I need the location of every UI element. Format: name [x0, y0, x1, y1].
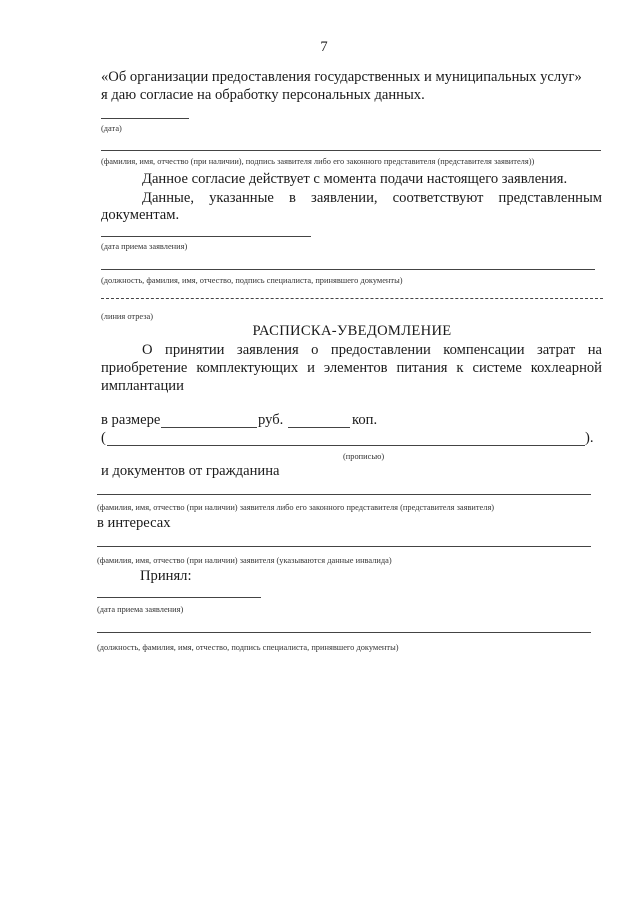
applicant-line[interactable]	[97, 494, 591, 495]
receipt-title: РАСПИСКА-УВЕДОМЛЕНИЕ	[252, 323, 452, 339]
kop-label: коп.	[352, 412, 378, 428]
specialist-line	[101, 269, 595, 270]
receipt-paragraph-line3: имплантации	[101, 378, 184, 394]
date-caption: (дата)	[101, 124, 122, 133]
consent-statement: я даю согласие на обработку персональных данных.	[101, 87, 425, 103]
rubles-field[interactable]	[161, 427, 257, 428]
applicant-caption: (фамилия, имя, отчество (при наличии) заявителя либо его законного представителя (представителя заявителя)	[97, 503, 495, 512]
in-interests-label: в интересах	[97, 515, 171, 531]
cut-line-caption: (линия отреза)	[101, 312, 154, 321]
validity-text: Данное согласие действует с момента подачи настоящего заявления.	[142, 171, 568, 187]
rub-label: руб.	[258, 412, 284, 428]
acceptance-date-caption: (дата приема заявления)	[97, 605, 184, 614]
specialist-caption: (должность, фамилия, имя, отчество, подпись специалиста, принявшего документы)	[101, 276, 403, 285]
amount-label: в размере	[101, 412, 161, 428]
data-match-text: Данные, указанные в заявлении, соответствуют представленным	[142, 190, 602, 206]
open-paren: (	[101, 430, 106, 446]
signer-line	[101, 150, 601, 151]
kopecks-field[interactable]	[288, 427, 350, 428]
cut-line	[101, 298, 603, 299]
accepting-specialist-line[interactable]	[97, 632, 591, 633]
acceptance-date-line[interactable]	[97, 597, 261, 598]
in-words-caption: (прописью)	[343, 452, 385, 461]
receipt-paragraph-line2: приобретение комплектующих и элементов питания к системе кохлеарной	[101, 360, 602, 376]
close-paren: ).	[585, 430, 594, 446]
receipt-date-caption: (дата приема заявления)	[101, 242, 188, 251]
disabled-person-line[interactable]	[97, 546, 591, 547]
amount-in-words-field[interactable]	[107, 445, 585, 446]
receipt-paragraph: О принятии заявления о предоставлении компенсации затрат на	[142, 342, 602, 358]
docs-from-label: и документов от гражданина	[101, 463, 280, 479]
page-number: 7	[320, 39, 328, 55]
law-title-line: «Об организации предоставления государственных и муниципальных услуг»	[101, 69, 582, 85]
data-match-text-cont: документам.	[101, 207, 180, 223]
accepting-specialist-caption: (должность, фамилия, имя, отчество, подпись специалиста, принявшего документы)	[97, 643, 399, 652]
receipt-date-line	[101, 236, 311, 237]
disabled-person-caption: (фамилия, имя, отчество (при наличии) заявителя (указываются данные инвалида)	[97, 556, 392, 565]
accepted-label: Принял:	[140, 568, 192, 584]
signer-caption: (фамилия, имя, отчество (при наличии), подпись заявителя либо его законного представителя (представителя заявителя))	[101, 157, 535, 166]
date-line	[101, 118, 189, 119]
